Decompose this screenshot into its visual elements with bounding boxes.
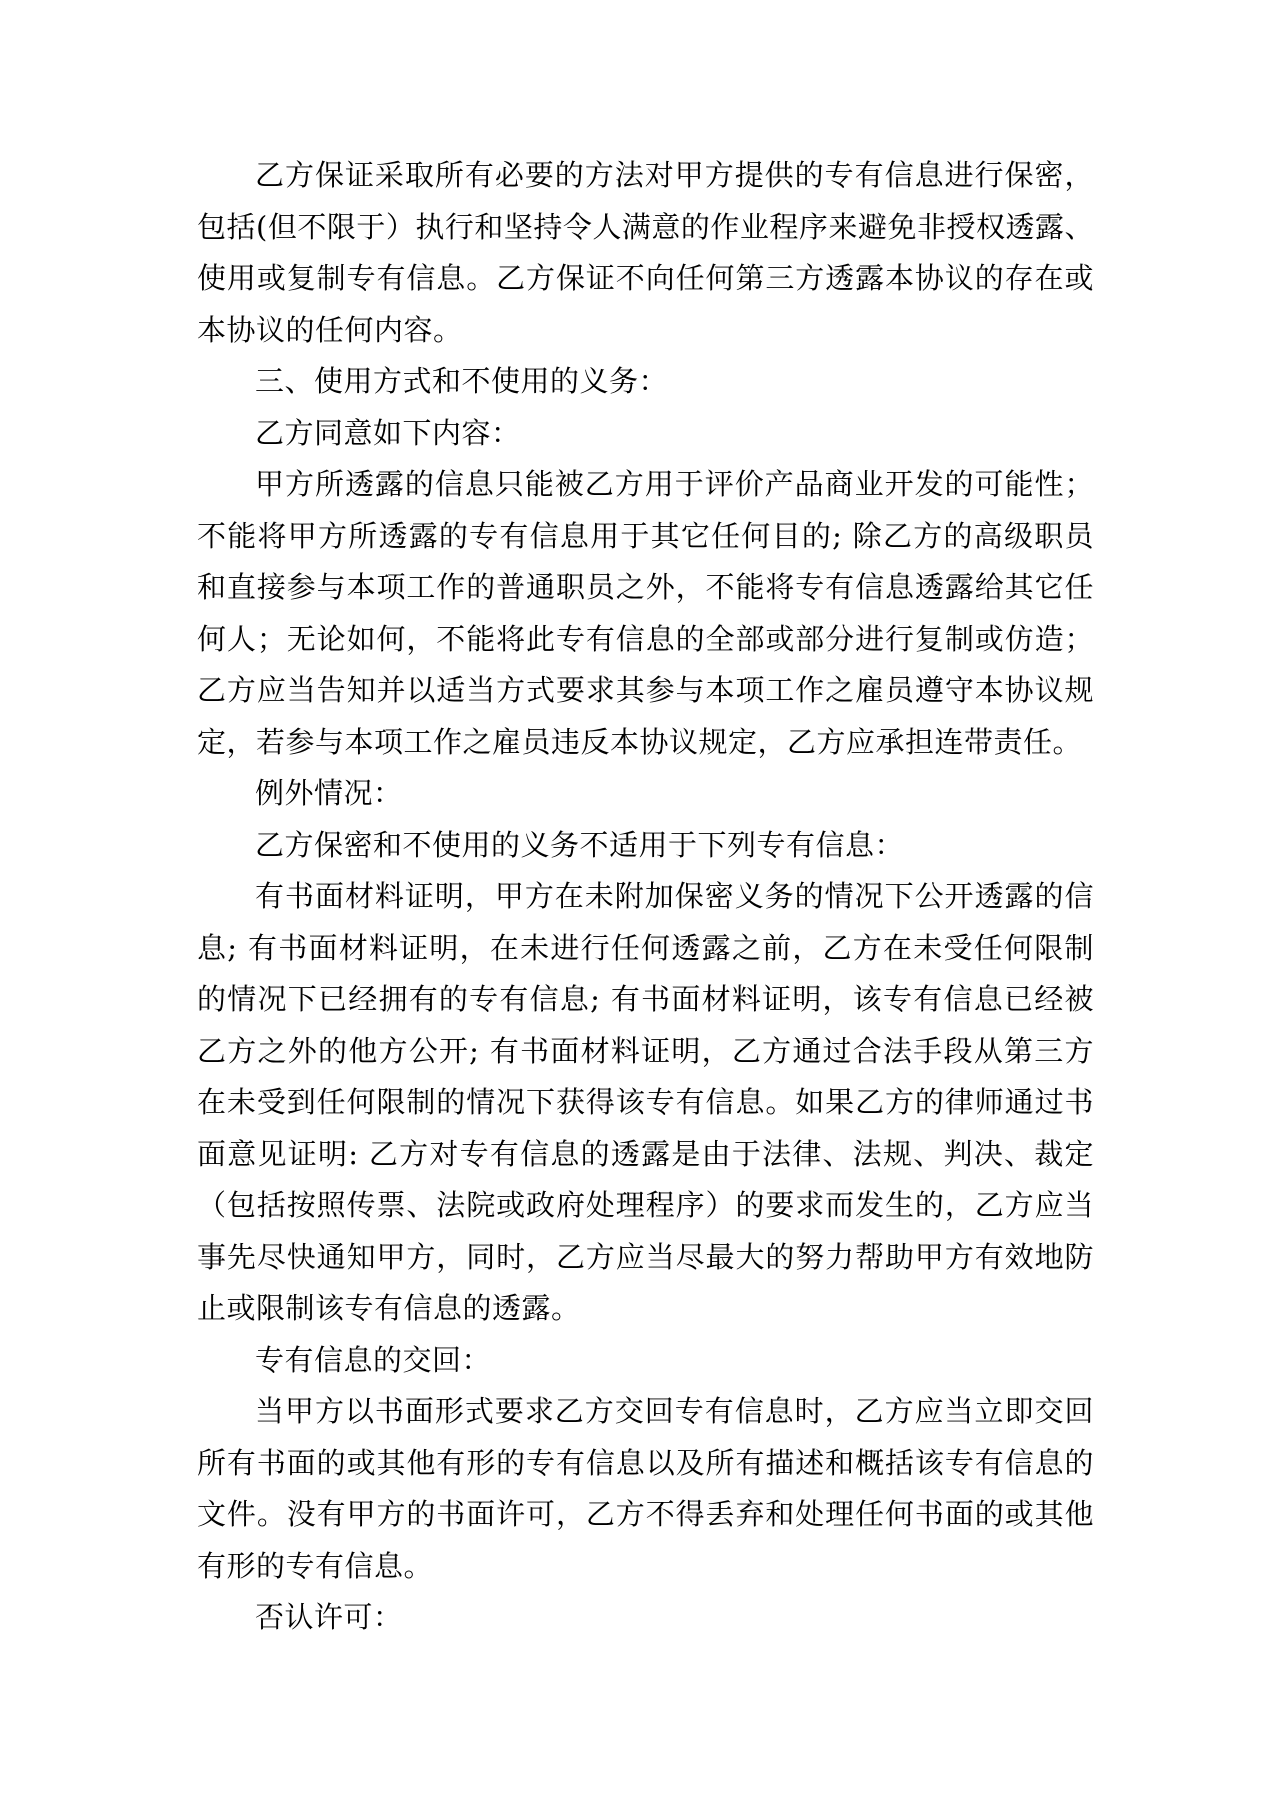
subheading-return-of-information: 专有信息的交回：: [255, 1342, 492, 1377]
section-heading-use-obligations: 三、使用方式和不使用的义务：: [255, 364, 669, 398]
paragraph-return-of-information: 当甲方以书面形式要求乙方交回专有信息时，乙方应当立即交回所有书面的或其他有形的专有信息以及所有描述和概括该专有信息的文件。没有甲方的书面许可，乙方不得丢弃和处理任何书面的或其他有形的专有信息。: [197, 1394, 1094, 1583]
paragraph-exceptions-detail: 有书面材料证明，甲方在未附加保密义务的情况下公开透露的信息; 有书面材料证明，在未进行任何透露之前，乙方在未受任何限制的情况下已经拥有的专有信息; 有书面材料证明，该专有信息已经被乙方之外的他方公开; 有书面材料证明，乙方通过合法手段从第三方在未受到任何限制的情况下获得该专有信息。如果乙方的律师通过书面意见证明: 乙方对专有信息的透露是由于法律、法规、判决、裁定（包括按照传票、法院或政府处理程序）的要求而发生的，乙方应当事先尽快通知甲方，同时，乙方应当尽最大的努力帮助甲方有效地防止或限制该专有信息的透露。: [197, 879, 1094, 1325]
paragraph-confidentiality-guarantee: 乙方保证采取所有必要的方法对甲方提供的专有信息进行保密，包括(但不限于）执行和坚持令人满意的作业程序来避免非授权透露、使用或复制专有信息。乙方保证不向任何第三方透露本协议的存在或本协议的任何内容。: [197, 158, 1094, 347]
paragraph-exceptions-intro: 乙方保密和不使用的义务不适用于下列专有信息：: [255, 827, 905, 862]
subheading-no-license: 否认许可：: [255, 1600, 403, 1634]
paragraph-party-b-agrees: 乙方同意如下内容：: [255, 415, 521, 450]
document-body: [197, 150, 1094, 1644]
subheading-exceptions: 例外情况：: [255, 776, 403, 810]
paragraph-use-restrictions: 甲方所透露的信息只能被乙方用于评价产品商业开发的可能性；不能将甲方所透露的专有信息用于其它任何目的; 除乙方的高级职员和直接参与本项工作的普通职员之外，不能将专有信息透露给其它任何人；无论如何，不能将此专有信息的全部或部分进行复制或仿造；乙方应当告知并以适当方式要求其参与本项工作之雇员遵守本协议规定，若参与本项工作之雇员违反本协议规定，乙方应承担连带责任。: [197, 467, 1094, 759]
